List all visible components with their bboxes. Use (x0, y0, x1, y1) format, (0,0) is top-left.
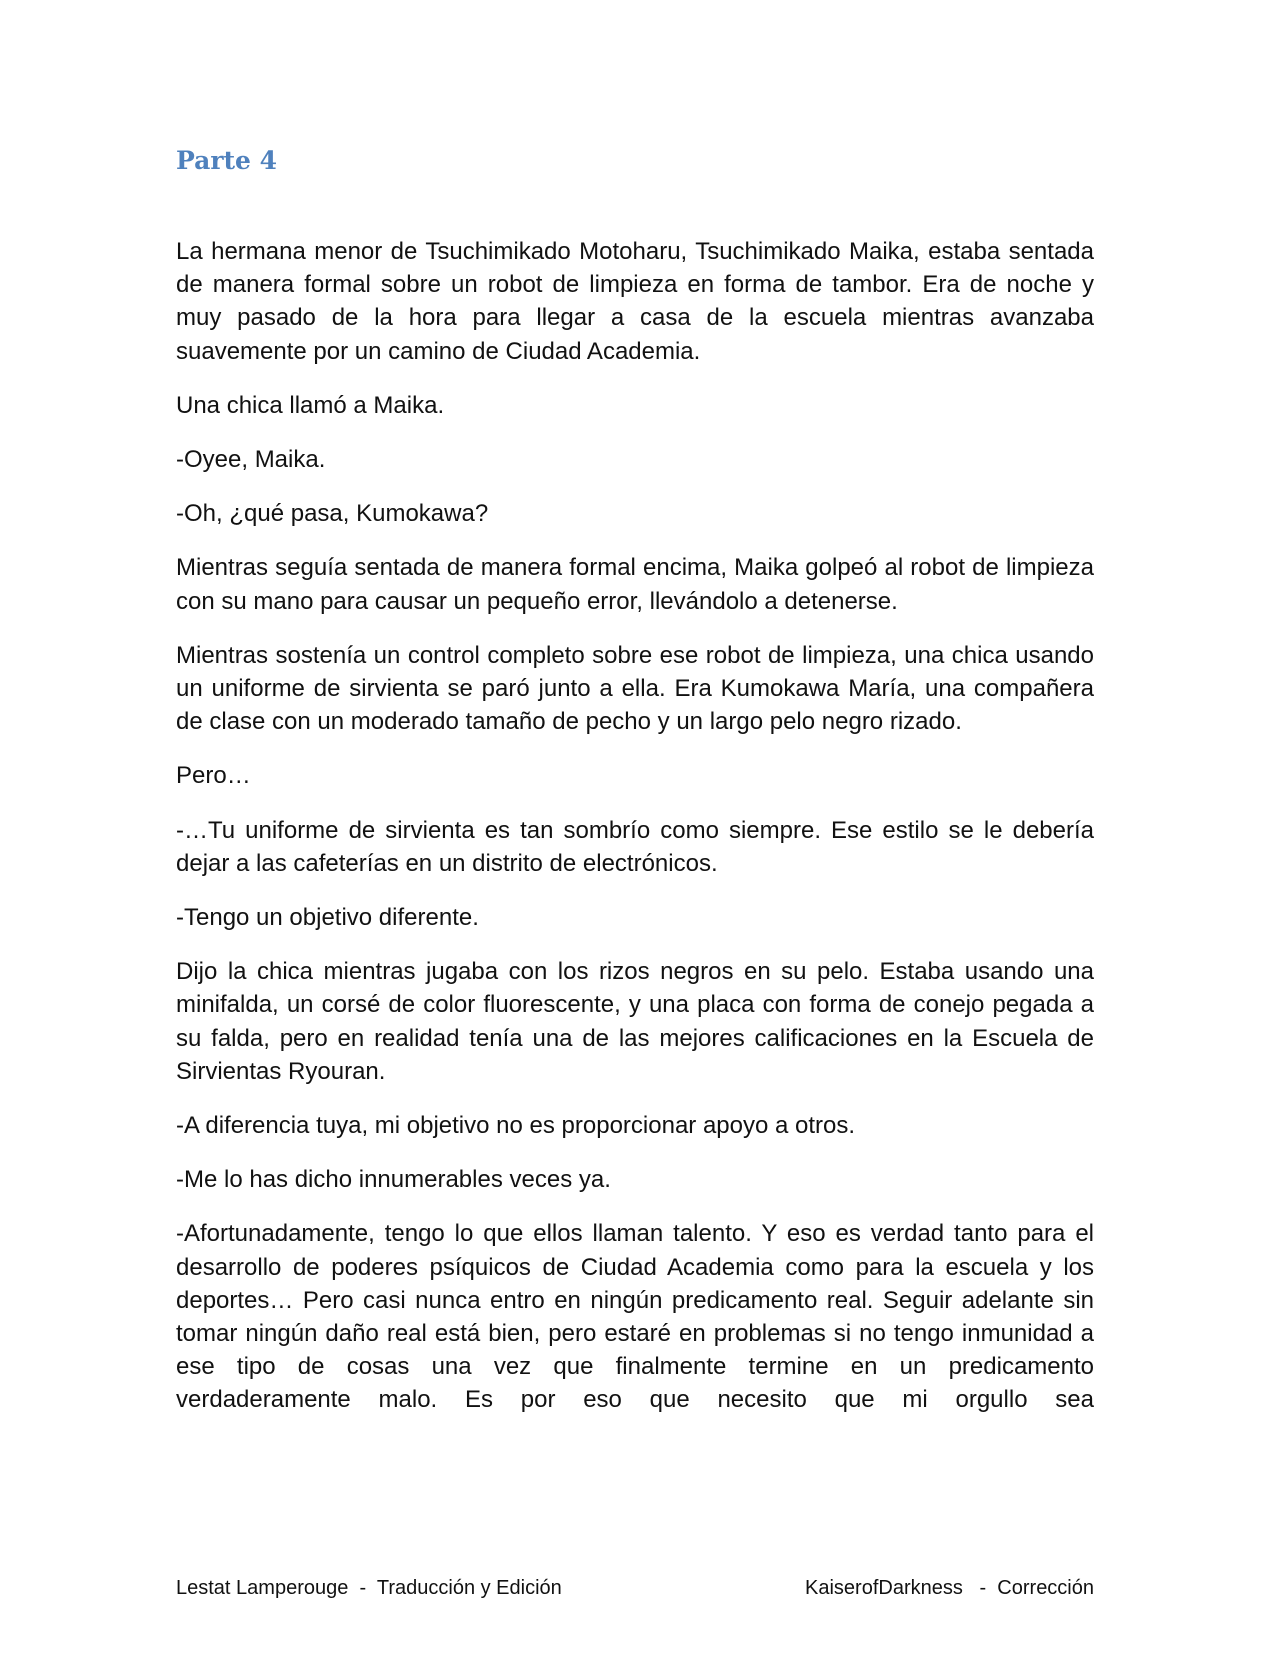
paragraph: Dijo la chica mientras jugaba con los rizos negros en su pelo. Estaba usando una minifalda, un corsé de color fluorescente, y una placa con forma de conejo pegada a su falda, pero en realidad tenía una de las mejores calificaciones en la Escuela de Sirvientas Ryouran. (176, 958, 1094, 1085)
paragraph: -…Tu uniforme de sirvienta es tan sombrío como siempre. Ese estilo se le debería dejar a las cafeterías en un distrito de electrónicos. (176, 816, 1094, 877)
paragraph: Pero… (176, 762, 251, 790)
document-body (176, 235, 1094, 1417)
footer-proofreader-credit: KaiserofDarkness - Corrección (805, 1577, 1094, 1599)
paragraph: -Oh, ¿qué pasa, Kumokawa? (176, 500, 489, 528)
paragraph: -Tengo un objetivo diferente. (176, 904, 479, 932)
paragraph: -Oyee, Maika. (176, 446, 326, 474)
paragraph: -Afortunadamente, tengo lo que ellos llaman talento. Y eso es verdad tanto para el desarrollo de poderes psíquicos de Ciudad Academia como para la escuela y los deportes… Pero casi nunca entro en ningún predicamento real. Seguir adelante sin tomar ningún daño real está bien, pero estaré en problemas si no tengo inmunidad a ese tipo de cosas una vez que finalmente termine en un predicamento verdaderamente malo. Es por eso que necesito que mi orgullo sea (176, 1220, 1094, 1414)
footer-translator-credit: Lestat Lamperouge - Traducción y Edición (176, 1577, 562, 1599)
section-heading: Parte 4 (176, 146, 278, 175)
paragraph: -Me lo has dicho innumerables veces ya. (176, 1166, 611, 1194)
page-footer (176, 1577, 1094, 1600)
paragraph: Mientras seguía sentada de manera formal encima, Maika golpeó al robot de limpieza con su mano para causar un pequeño error, llevándolo a detenerse. (176, 554, 1094, 615)
paragraph: -A diferencia tuya, mi objetivo no es proporcionar apoyo a otros. (176, 1112, 856, 1140)
paragraph: La hermana menor de Tsuchimikado Motoharu, Tsuchimikado Maika, estaba sentada de manera formal sobre un robot de limpieza en forma de tambor. Era de noche y muy pasado de la hora para llegar a casa de la escuela mientras avanzaba suavemente por un camino de Ciudad Academia. (176, 238, 1094, 365)
paragraph: Mientras sostenía un control completo sobre ese robot de limpieza, una chica usando un uniforme de sirvienta se paró junto a ella. Era Kumokawa María, una compañera de clase con un moderado tamaño de pecho y un largo pelo negro rizado. (176, 641, 1094, 736)
paragraph: Una chica llamó a Maika. (176, 391, 445, 419)
